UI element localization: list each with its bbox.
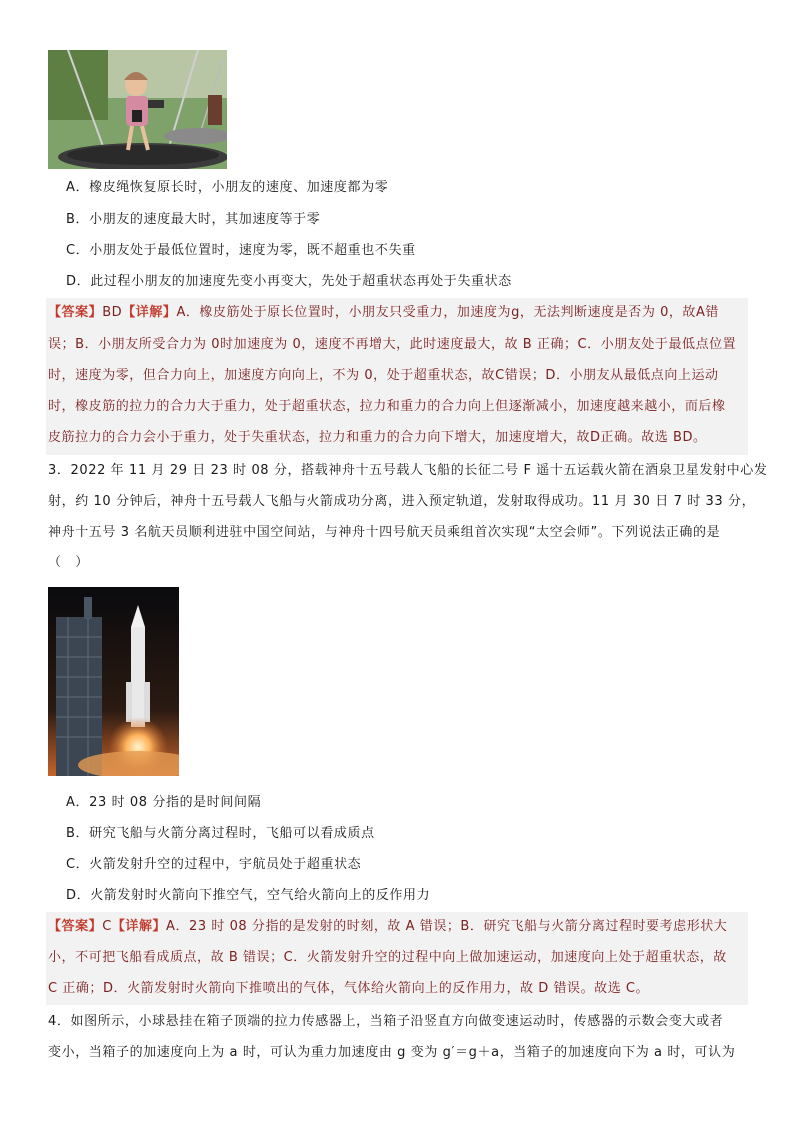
q2-answer-line-4: 时，橡皮筋的拉力的合力大于重力，处于超重状态，拉力和重力的合力向上但逐渐减小，加速度越来越小，而后橡 <box>48 399 726 414</box>
trampoline-illustration <box>48 50 227 169</box>
rocket-illustration <box>48 587 179 776</box>
q2-answer-line-5: 皮筋拉力的合力会小于重力，处于失重状态，拉力和重力的合力向下增大，加速度增大，故D正确。故选 BD。 <box>48 430 707 445</box>
answer-text: A．橡皮筋处于原长位置时，小朋友只受重力，加速度为g，无法判断速度是否为 0，故A错 <box>176 305 719 320</box>
q2-answer-block <box>46 298 748 455</box>
answer-value: BD <box>102 305 123 320</box>
q3-stem-line-3: 神舟十五号 3 名航天员顺利进驻中国空间站，与神舟十四号航天员乘组首次实现“太空会师”。下列说法正确的是 <box>48 525 721 540</box>
answer-tag: 【答案】 <box>48 305 103 320</box>
answer-tag: 【答案】 <box>48 919 103 934</box>
q2-option-d: D．此过程小朋友的加速度先变小再变大，先处于超重状态再处于失重状态 <box>66 274 512 289</box>
answer-value: C <box>102 919 112 934</box>
answer-text: A．23 时 08 分指的是发射的时刻，故 A 错误；B．研究飞船与火箭分离过程时要考虑形状大 <box>166 919 728 934</box>
q3-answer-block <box>46 912 748 1005</box>
q3-answer-line-1 <box>48 919 727 935</box>
q3-stem-line-2: 射，约 10 分钟后，神舟十五号载人飞船与火箭成功分离，进入预定轨道，发射取得成功。11 月 30 日 7 时 33 分， <box>48 494 756 509</box>
q3-answer-bracket: （ ） <box>48 555 89 570</box>
rocket-launch-photo <box>48 587 179 776</box>
detail-tag: 【详解】 <box>122 305 177 320</box>
q3-answer-line-3: C 正确；D．火箭发射时火箭向下推喷出的气体，气体给火箭向上的反作用力，故 D 错误。故选 C。 <box>48 981 650 996</box>
detail-tag: 【详解】 <box>111 919 167 934</box>
q2-option-c: C．小朋友处于最低位置时，速度为零，既不超重也不失重 <box>66 243 416 258</box>
q4-stem-line-1: 4．如图所示，小球悬挂在箱子顶端的拉力传感器上，当箱子沿竖直方向做变速运动时，传感器的示数会变大或者 <box>48 1014 724 1029</box>
q3-answer-line-2: 小，不可把飞船看成质点，故 B 错误；C．火箭发射升空的过程中向上做加速运动，加速度向上处于超重状态，故 <box>48 950 727 965</box>
trampoline-photo <box>48 50 227 169</box>
q3-stem-line-1: 3．2022 年 11 月 29 日 23 时 08 分，搭载神舟十五号载人飞船的长征二号 F 遥十五运载火箭在酒泉卫星发射中心发 <box>48 463 768 478</box>
q4-stem-line-2: 变小，当箱子的加速度向上为 a 时，可认为重力加速度由 g 变为 g′＝g＋a，当箱子的加速度向下为 a 时，可认为 <box>48 1045 736 1060</box>
q3-option-b: B．研究飞船与火箭分离过程时，飞船可以看成质点 <box>66 826 375 841</box>
q2-option-a: A．橡皮绳恢复原长时，小朋友的速度、加速度都为零 <box>66 180 389 195</box>
q3-option-a: A．23 时 08 分指的是时间间隔 <box>66 795 262 810</box>
q2-answer-line-1 <box>48 305 719 321</box>
q2-answer-line-3: 时，速度为零，但合力向上，加速度方向向上，不为 0，处于超重状态，故C错误；D．小朋友从最低点向上运动 <box>48 368 719 383</box>
q3-option-c: C．火箭发射升空的过程中，宇航员处于超重状态 <box>66 857 362 872</box>
q2-answer-line-2: 误；B．小朋友所受合力为 0时加速度为 0，速度不再增大，此时速度最大，故 B 正确；C．小朋友处于最低点位置 <box>48 337 737 352</box>
q3-option-d: D．火箭发射时火箭向下推空气，空气给火箭向上的反作用力 <box>66 888 431 903</box>
q2-option-b: B．小朋友的速度最大时，其加速度等于零 <box>66 212 321 227</box>
